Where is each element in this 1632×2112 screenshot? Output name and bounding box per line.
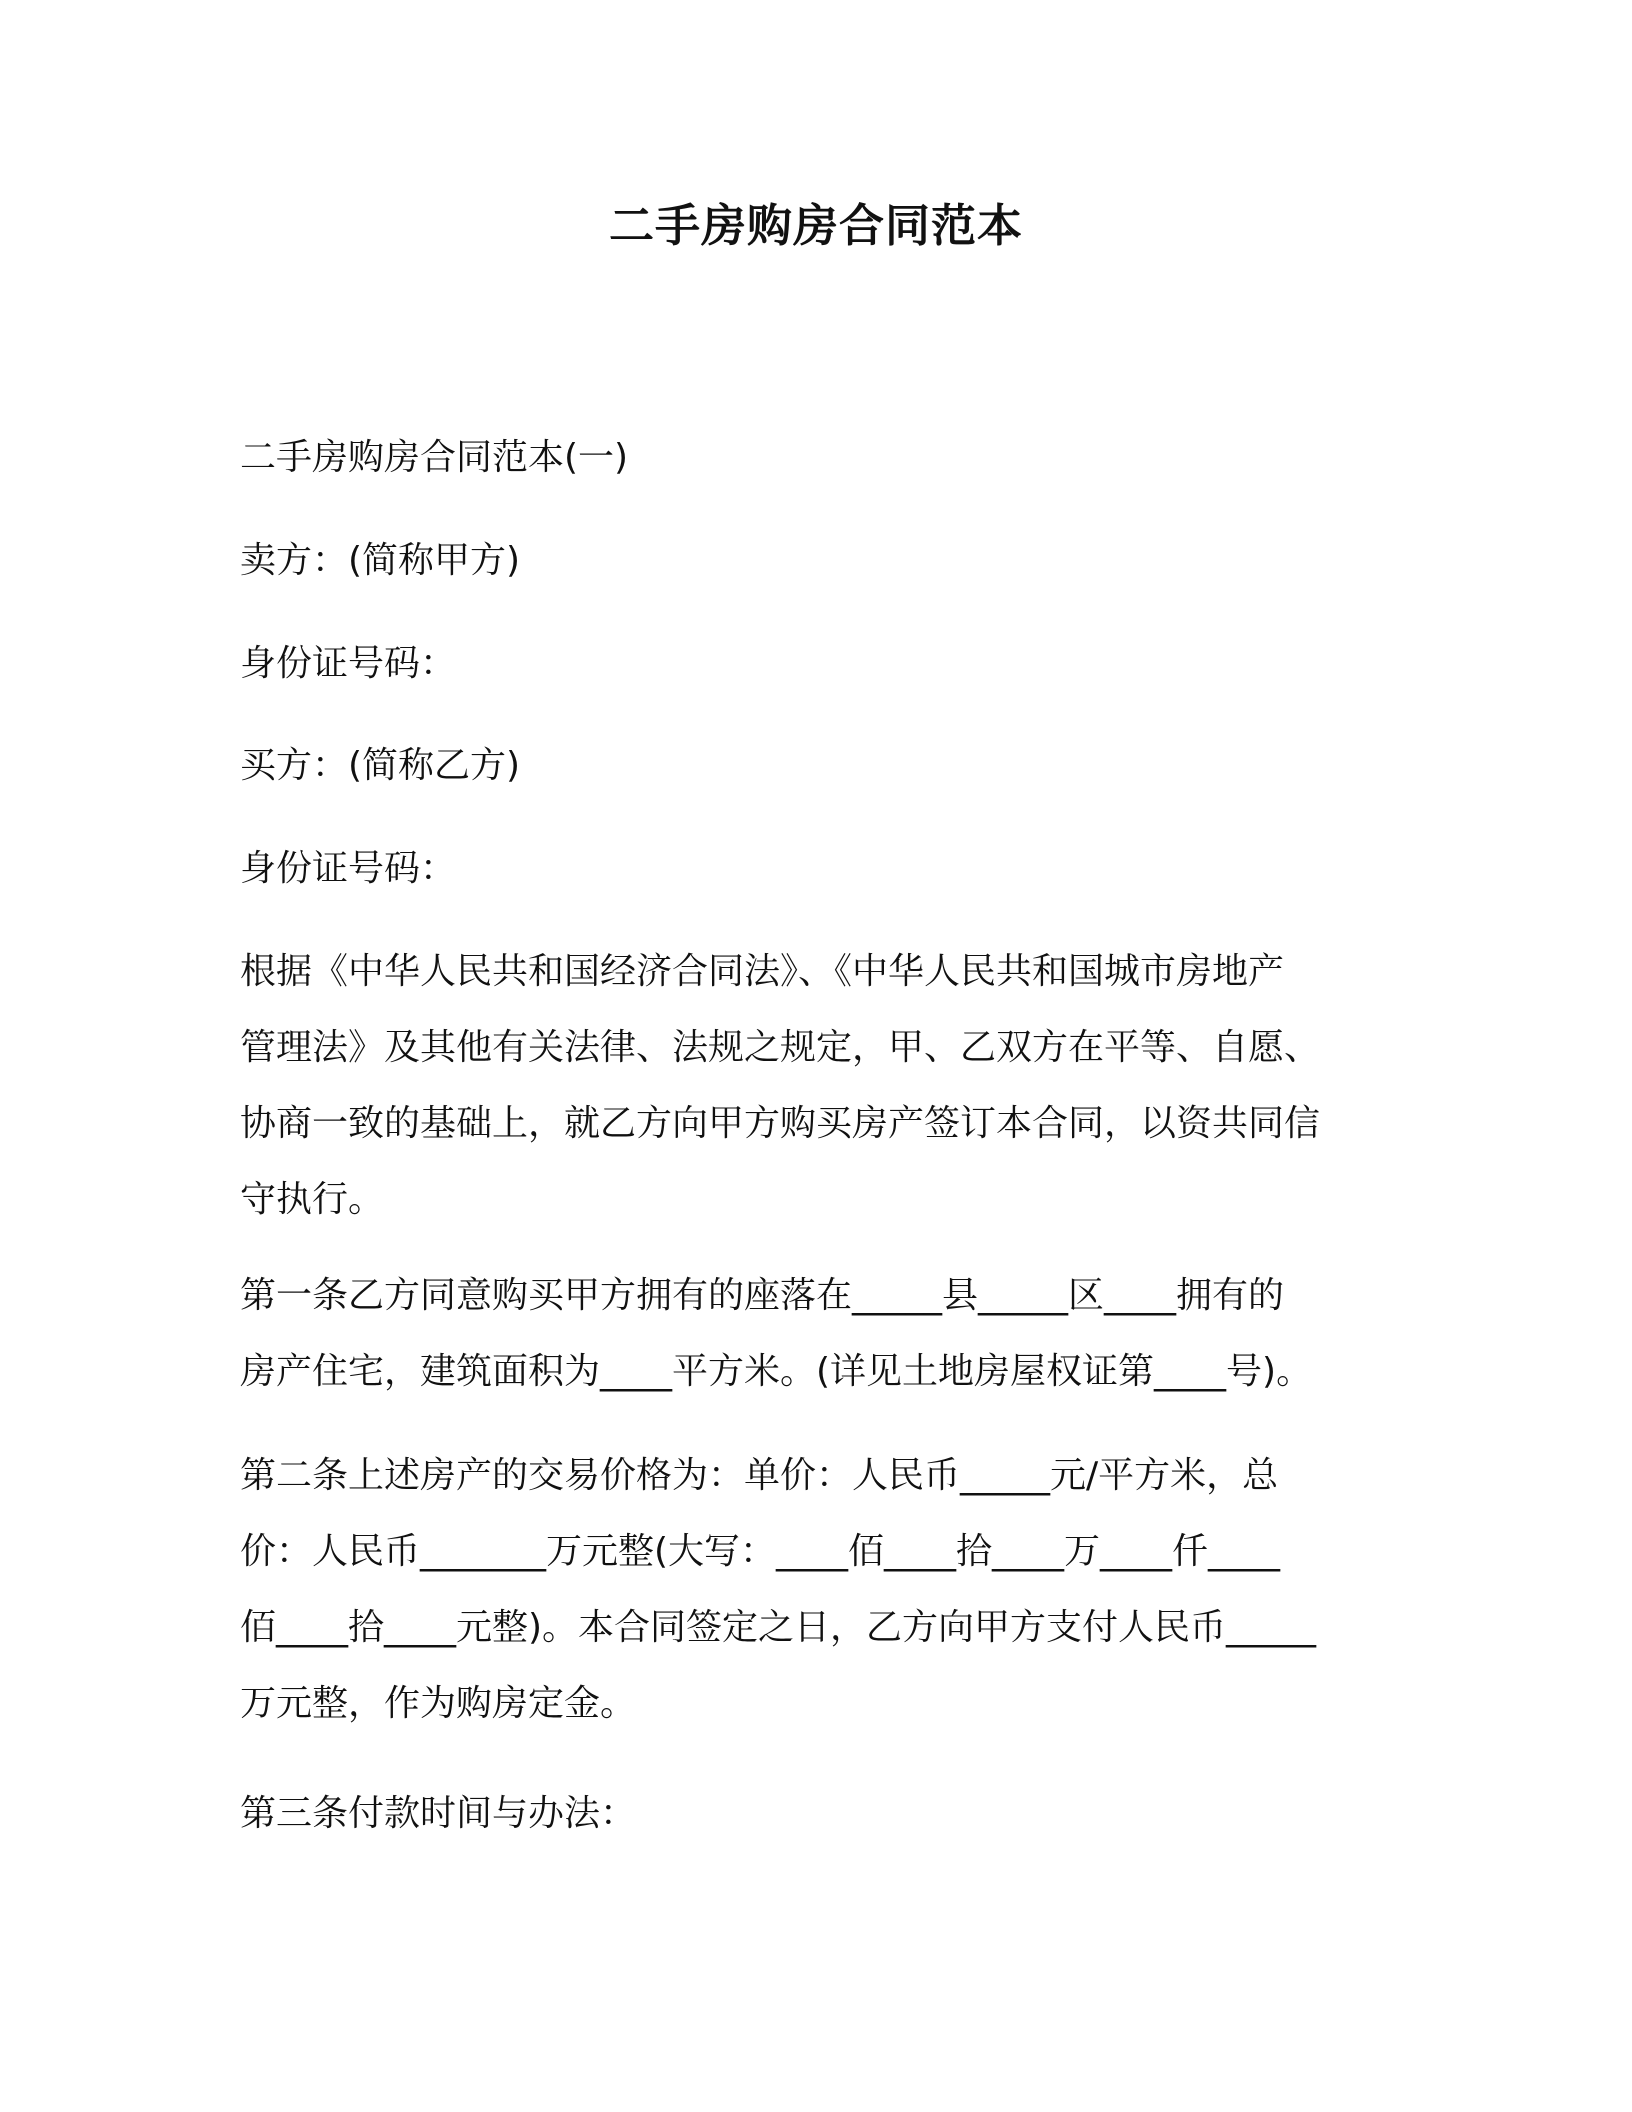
contract-subtitle: 二手房购房合同范本(一) [240,437,629,478]
article-2-line: 佰____拾____元整)。本合同签定之日，乙方向甲方支付人民币_____ [240,1607,1317,1648]
article-3-heading: 第三条付款时间与办法： [240,1793,637,1834]
article-1-paragraph [240,1258,1390,1410]
buyer-line: 买方：(简称乙方) [240,745,521,786]
article-2-line: 万元整，作为购房定金。 [240,1683,637,1724]
article-2-paragraph [240,1438,1390,1742]
buyer-id-line: 身份证号码： [240,848,457,889]
preamble-line: 根据《中华人民共和国经济合同法》、《中华人民共和国城市房地产 [240,951,1285,992]
preamble-line: 守执行。 [240,1179,385,1220]
seller-id-line: 身份证号码： [240,643,457,684]
article-2-line: 价：人民币_______万元整(大写：____佰____拾____万____仟____ [240,1531,1281,1572]
article-2-line: 第二条上述房产的交易价格为：单价：人民币_____元/平方米，总 [240,1455,1279,1496]
article-1-line: 第一条乙方同意购买甲方拥有的座落在_____县_____区____拥有的 [240,1275,1285,1316]
article-1-line: 房产住宅，建筑面积为____平方米。(详见土地房屋权证第____号)。 [240,1351,1313,1392]
preamble-paragraph [240,934,1390,1238]
preamble-line: 协商一致的基础上，就乙方向甲方购买房产签订本合同，以资共同信 [240,1103,1321,1144]
preamble-line: 管理法》及其他有关法律、法规之规定，甲、乙双方在平等、自愿、 [240,1027,1321,1068]
seller-line: 卖方：(简称甲方) [240,540,521,581]
document-title: 二手房购房合同范本 [608,199,1023,252]
